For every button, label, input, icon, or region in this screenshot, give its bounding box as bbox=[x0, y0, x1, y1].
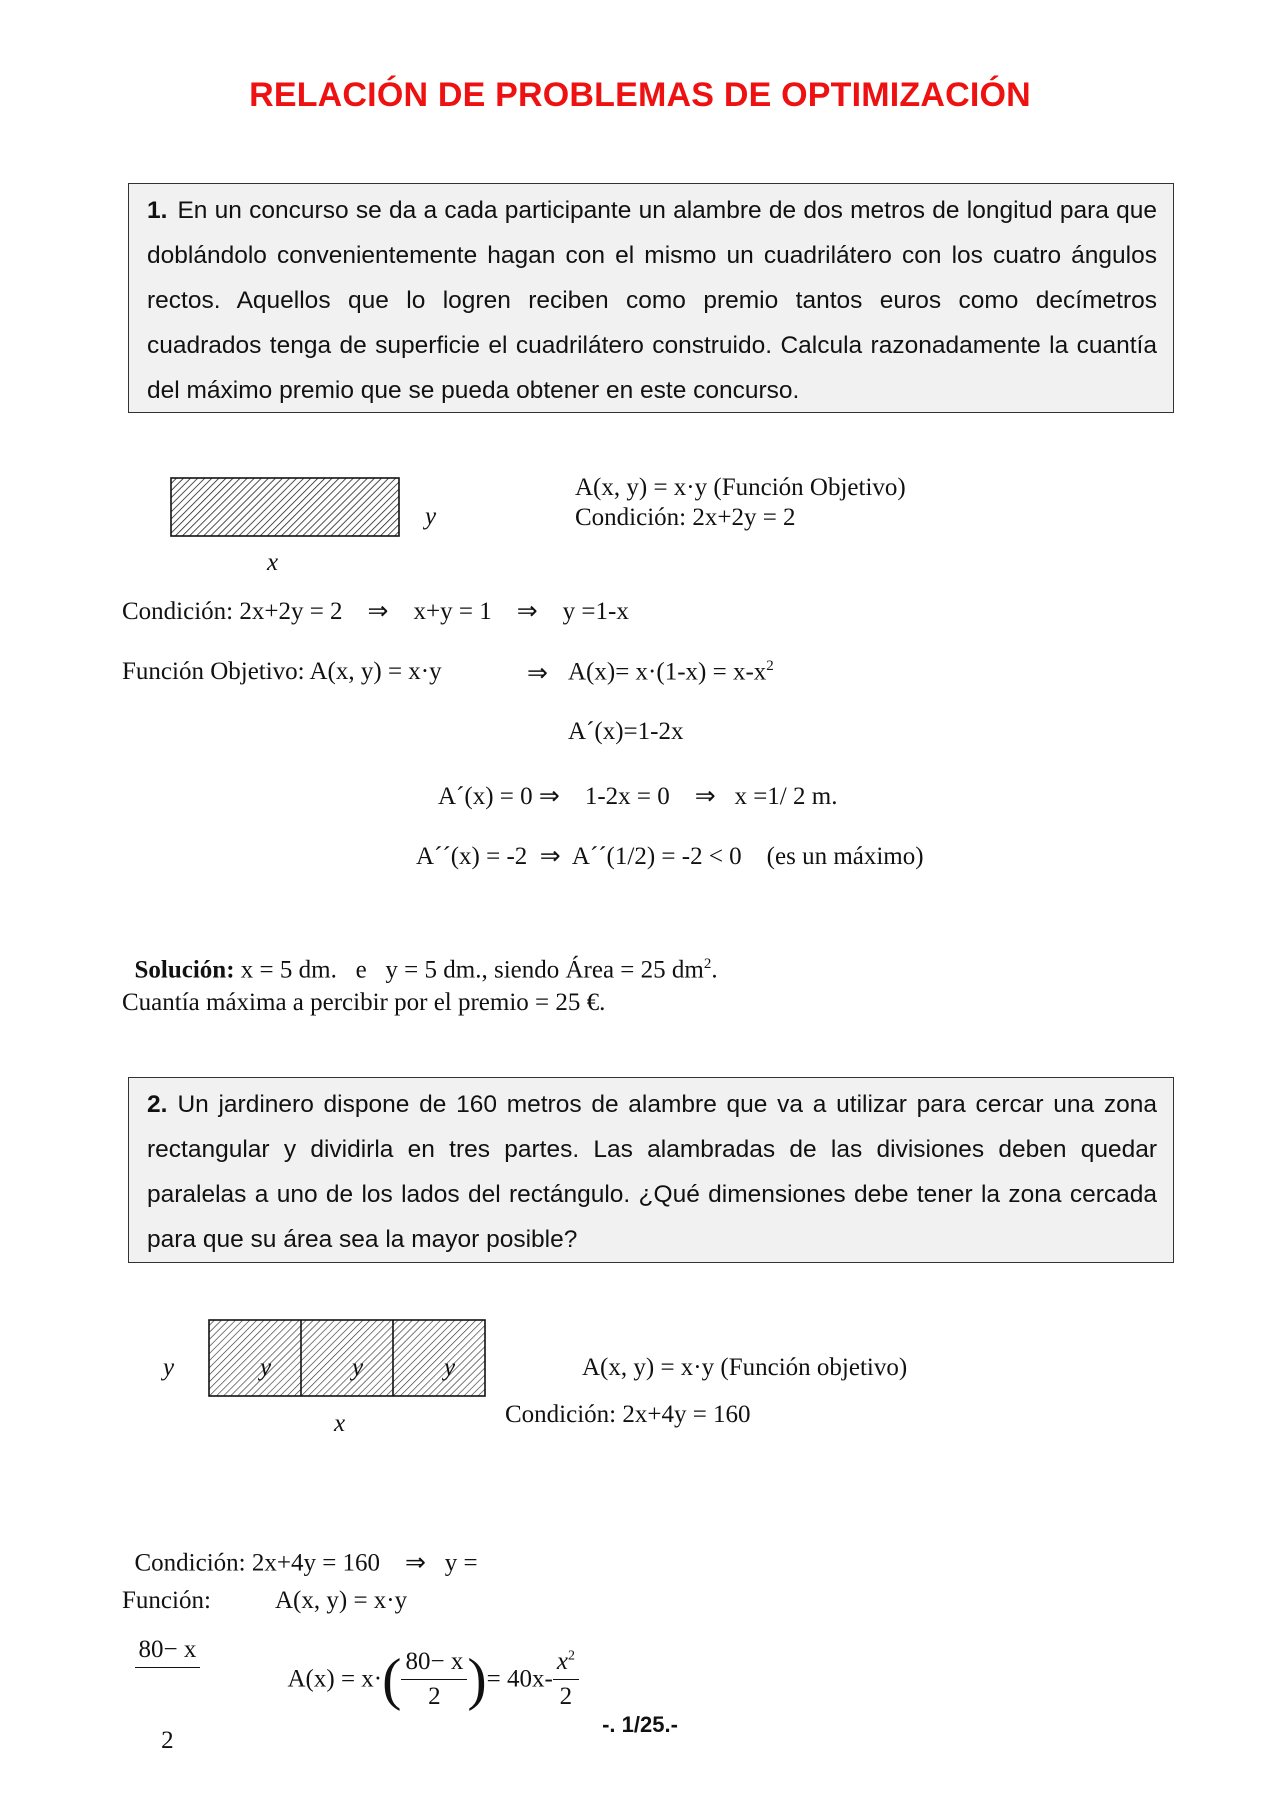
problem-number: 1. bbox=[147, 197, 168, 224]
figure-2-x-label: x bbox=[334, 1410, 346, 1437]
problem-1-statement bbox=[128, 183, 1174, 413]
fraction-denominator: 2 bbox=[161, 1727, 174, 1755]
solution-1-line-1: Condición: 2x+2y = 2 ⇒ x+y = 1 ⇒ y =1-x bbox=[122, 598, 629, 625]
figure-2-objective: A(x, y) = x·y (Función objetivo) bbox=[582, 1354, 908, 1381]
problem-text: Un jardinero dispone de 160 metros de alambre que va a utilizar para cercar una zona rectangular y dividirla en tres partes. Las alambradas de las divisiones deben quedar paralelas a uno de los lados del rectángulo. ¿Qué dimensiones debe tener la zona cercada para que su área sea la mayor posible? bbox=[147, 1091, 1157, 1253]
solution-1-prize: Cuantía máxima a percibir por el premio = 25 €. bbox=[122, 989, 606, 1016]
numerator-var: x bbox=[556, 1648, 568, 1675]
figure-1-rectangle bbox=[170, 477, 400, 539]
solution-1-line-2-expr: A(x)= x·(1-x) = x-x bbox=[568, 658, 767, 686]
figure-2-inner-label-1: y bbox=[260, 1354, 272, 1381]
figure-1-objective: A(x, y) = x·y (Función Objetivo) bbox=[575, 474, 906, 501]
solution-2-function-label: Función: bbox=[122, 1587, 211, 1614]
ax-eq: = 40x- bbox=[486, 1665, 553, 1693]
fraction-numerator: 80− x bbox=[135, 1633, 201, 1668]
solution-1-line-2-arrow: ⇒ bbox=[527, 660, 548, 687]
solution-2-condition-text: Condición: 2x+4y = 160 ⇒ y = bbox=[134, 1549, 478, 1577]
page-footer: -. 1/25.- bbox=[602, 1712, 678, 1737]
numerator-exp: 2 bbox=[567, 1648, 575, 1664]
figure-2-condition: Condición: 2x+4y = 160 bbox=[505, 1401, 751, 1428]
fraction-numerator: 80− x bbox=[401, 1645, 467, 1680]
solution-1-answer bbox=[122, 928, 718, 984]
ax-fraction bbox=[401, 1645, 467, 1714]
solution-1-line-2-exponent: 2 bbox=[766, 658, 774, 674]
right-paren: ) bbox=[467, 1646, 487, 1712]
solution-2-ax bbox=[275, 1617, 579, 1714]
solution-end: . bbox=[711, 956, 718, 984]
solution-1-line-2-right bbox=[568, 658, 774, 686]
solution-1-line-5: A´´(x) = -2 ⇒ A´´(1/2) = -2 < 0 (es un máximo) bbox=[416, 843, 924, 870]
figure-2-y-label: y bbox=[163, 1354, 175, 1381]
ax-label: A(x) = x· bbox=[287, 1665, 383, 1693]
page-title: RELACIÓN DE PROBLEMAS DE OPTIMIZACIÓN bbox=[249, 76, 1031, 114]
figure-1-condition: Condición: 2x+2y = 2 bbox=[575, 504, 796, 531]
solution-1-line-4: A´(x) = 0 ⇒ 1-2x = 0 ⇒ x =1/ 2 m. bbox=[438, 783, 838, 810]
solution-1-line-2-left: Función Objetivo: A(x, y) = x·y bbox=[122, 658, 442, 685]
fraction-denominator: 2 bbox=[559, 1683, 573, 1710]
fraction-denominator: 2 bbox=[428, 1683, 441, 1710]
solution-1-line-3: A´(x)=1-2x bbox=[568, 718, 684, 745]
problem-number: 2. bbox=[147, 1091, 168, 1118]
ax-fraction-2 bbox=[553, 1645, 579, 1714]
solution-2-function-expr: A(x, y) = x·y bbox=[275, 1587, 408, 1614]
figure-1-y-label: y bbox=[425, 503, 437, 530]
figure-2-inner-label-2: y bbox=[352, 1354, 364, 1381]
solution-exponent: 2 bbox=[703, 956, 712, 972]
fraction-numerator bbox=[553, 1645, 579, 1680]
figure-2-inner-label-3: y bbox=[444, 1354, 456, 1381]
left-paren: ( bbox=[382, 1646, 402, 1712]
problem-text: En un concurso se da a cada participante un alambre de dos metros de longitud para que doblándolo convenientemente hagan con el mismo un cuadrilátero con los cuatro ángulos rectos. Aquellos que lo logren reciben como premio tantos euros como decímetros cuadrados tenga de superficie el cuadrilátero construido. Calcula razonadamente la cuantía del máximo premio que se pueda obtener en este concurso. bbox=[147, 197, 1157, 404]
figure-1-x-label: x bbox=[267, 549, 279, 576]
solution-label: Solución: bbox=[134, 956, 235, 984]
solution-text: x = 5 dm. e y = 5 dm., siendo Área = 25 dm bbox=[240, 956, 704, 984]
problem-2-statement bbox=[128, 1077, 1174, 1263]
